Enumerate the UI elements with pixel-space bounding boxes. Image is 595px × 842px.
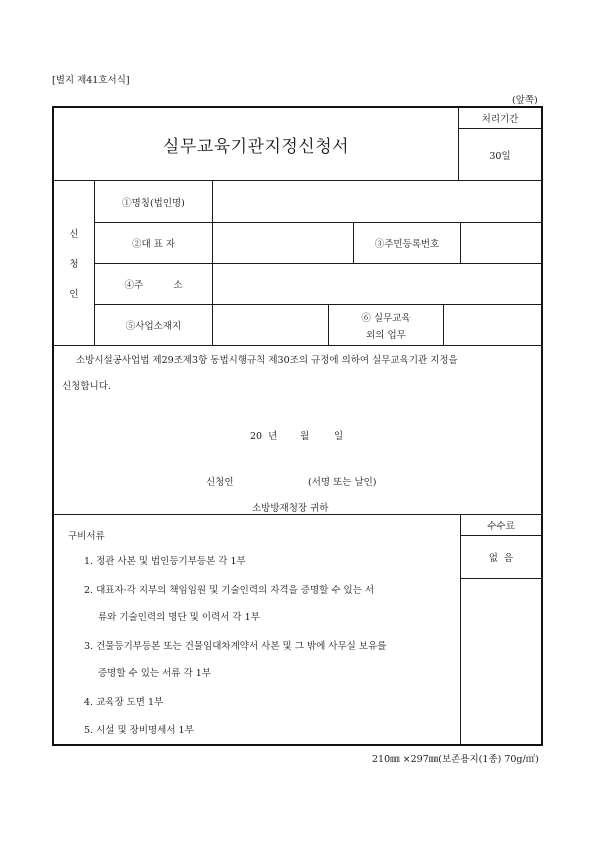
fee-divider-2 [460, 578, 541, 579]
office-location-field[interactable] [213, 306, 327, 344]
fee-value: 없 음 [488, 553, 514, 564]
name-field[interactable] [213, 182, 540, 221]
fee-label: 수수료 [487, 521, 515, 532]
date-day: 일 [334, 431, 344, 442]
statement-line-1: 소방시설공사업법 제29조제3항 동법시행규칙 제30조의 규정에 의하여 실무교육기관 지정을 [76, 355, 458, 366]
processing-label: 처리기간 [481, 114, 519, 125]
document-title: 실무교육기관지정신청서 [162, 136, 350, 157]
documents-header: 구비서류 [68, 531, 105, 542]
other-duty-label-line-1: ⑥ 실무교육 [361, 312, 411, 324]
address-label: ④주 소 [124, 280, 183, 291]
date-year-text: 20 년 [250, 431, 278, 442]
applicant-char-3: 인 [69, 289, 79, 300]
section-divider-2 [54, 345, 541, 346]
processing-value: 30일 [489, 150, 511, 162]
applicant-char-1: 신 [69, 229, 79, 240]
form-reference: [별지 제41호서식] [52, 75, 130, 86]
document-item-1: 1. 정관 사본 및 법인등기부등본 각 1부 [84, 556, 246, 567]
document-item-4: 4. 교육장 도면 1부 [84, 697, 164, 708]
recipient: 소방방재청장 귀하 [252, 503, 329, 514]
other-duty-label-line-2: 외의 업무 [366, 329, 406, 341]
date-year [250, 428, 277, 442]
page-side-label: (앞쪽) [512, 95, 538, 106]
address-field[interactable] [213, 265, 540, 303]
paper-spec-footer: 210㎜ ×297㎜(보존용지(1종) 70g/㎡) [372, 754, 539, 765]
document-item-3: 3. 건물등기부등본 또는 건물임대차계약서 사본 및 그 밖에 사무실 보유를 [84, 641, 387, 652]
document-item-2-cont: 류와 기술인력의 명단 및 이력서 각 1부 [98, 612, 260, 623]
resident-number-field[interactable] [461, 224, 540, 262]
statement-line-2: 신청합니다. [62, 381, 111, 392]
representative-field[interactable] [213, 224, 352, 262]
document-item-5: 5. 시설 및 장비명세서 1부 [84, 725, 194, 736]
signature-note: (서명 또는 날인) [308, 477, 377, 488]
document-item-3-cont: 증명할 수 있는 서류 각 1부 [98, 668, 211, 679]
document-item-2: 2. 대표자·각 지부의 책임임원 및 기술인력의 자격을 증명할 수 있는 서 [84, 585, 375, 596]
date-month: 월 [300, 431, 310, 442]
applicant-char-2: 청 [69, 259, 79, 270]
signature-label: 신청인 [206, 477, 234, 488]
other-duty-field[interactable] [444, 306, 540, 344]
other-duty-label [329, 305, 443, 345]
applicant-group-label [54, 181, 94, 345]
form-border-right [541, 106, 543, 746]
resident-number-label: ③주민등록번호 [374, 239, 440, 250]
office-location-label: ⑤사업소재지 [125, 321, 182, 332]
representative-label: ②대 표 자 [131, 239, 176, 250]
name-label: ①명칭(법인명) [122, 197, 185, 209]
